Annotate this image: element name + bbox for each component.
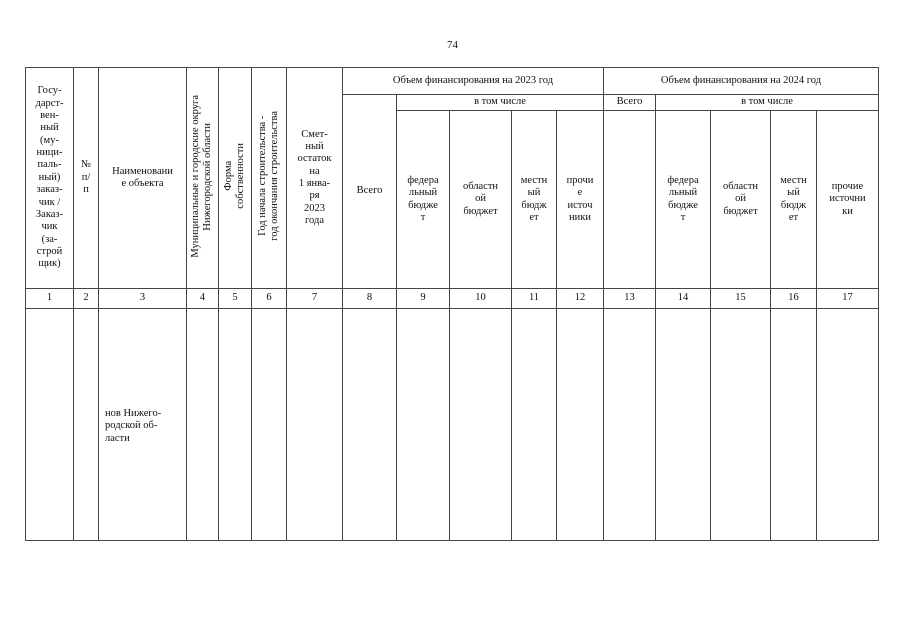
- header-regional-2023: областн ой бюджет: [450, 111, 512, 289]
- column-number-row: [26, 289, 879, 309]
- cell-customer: [26, 309, 74, 541]
- object-name-text: нов Нижего- родской об- ласти: [105, 407, 162, 444]
- cell-district: [187, 309, 219, 541]
- column-number: 3: [99, 289, 187, 309]
- header-local-2024: местн ый бюдж ет: [771, 111, 817, 289]
- header-num: № п/ п: [74, 68, 99, 289]
- header-fin-2024: Объем финансирования на 2024 год: [604, 68, 879, 95]
- column-number: 8: [343, 289, 397, 309]
- header-balance: Смет- ный остаток на 1 янва- ря 2023 года: [287, 68, 343, 289]
- header-ownership: Форма собственности: [219, 68, 252, 289]
- column-number: 7: [287, 289, 343, 309]
- column-number: 5: [219, 289, 252, 309]
- cell-other-2024: [817, 309, 879, 541]
- header-including-2024: в том числе: [656, 95, 879, 111]
- column-number: 13: [604, 289, 656, 309]
- column-number: 12: [557, 289, 604, 309]
- cell-federal-2023: [397, 309, 450, 541]
- cell-ownership: [219, 309, 252, 541]
- column-number: 1: [26, 289, 74, 309]
- header-customer: Госу- дарст- вен- ный (му- ници- паль- ный) заказ- чик / Заказ- чик (за- строй щик): [26, 68, 74, 289]
- header-regional-2024: областн ой бюджет: [711, 111, 771, 289]
- header-including-2023: в том числе: [397, 95, 604, 111]
- column-number: 4: [187, 289, 219, 309]
- column-number: 6: [252, 289, 287, 309]
- header-district: Муниципальные и городские округа Нижегородской области: [187, 68, 219, 289]
- cell-regional-2023: [450, 309, 512, 541]
- cell-other-2023: [557, 309, 604, 541]
- column-number: 11: [512, 289, 557, 309]
- cell-name: [99, 309, 187, 541]
- header-federal-2023: федера льный бюдже т: [397, 111, 450, 289]
- cell-local-2023: [512, 309, 557, 541]
- header-name: Наименовани е объекта: [99, 68, 187, 289]
- column-number: 2: [74, 289, 99, 309]
- cell-federal-2024: [656, 309, 711, 541]
- cell-total-2023: [343, 309, 397, 541]
- column-number: 14: [656, 289, 711, 309]
- column-number: 9: [397, 289, 450, 309]
- header-fin-2023: Объем финансирования на 2023 год: [343, 68, 604, 95]
- header-total-2024-empty: [604, 111, 656, 289]
- page-number: 74: [447, 39, 458, 51]
- header-other-2023: прочи е источ ники: [557, 111, 604, 289]
- cell-total-2024: [604, 309, 656, 541]
- cell-regional-2024: [711, 309, 771, 541]
- cell-years: [252, 309, 287, 541]
- header-local-2023: местн ый бюдж ет: [512, 111, 557, 289]
- column-number: 15: [711, 289, 771, 309]
- column-number: 17: [817, 289, 879, 309]
- header-federal-2024: федера льный бюдже т: [656, 111, 711, 289]
- header-total-2024: Всего: [604, 95, 656, 111]
- header-other-2024: прочие источни ки: [817, 111, 879, 289]
- cell-local-2024: [771, 309, 817, 541]
- cell-num: [74, 309, 99, 541]
- column-number: 10: [450, 289, 512, 309]
- financing-table: [25, 67, 879, 541]
- cell-balance: [287, 309, 343, 541]
- column-number: 16: [771, 289, 817, 309]
- header-years: Год начала строительства - год окончания строительства: [252, 68, 287, 289]
- header-total-2023: Всего: [343, 95, 397, 289]
- table-row: [26, 309, 879, 541]
